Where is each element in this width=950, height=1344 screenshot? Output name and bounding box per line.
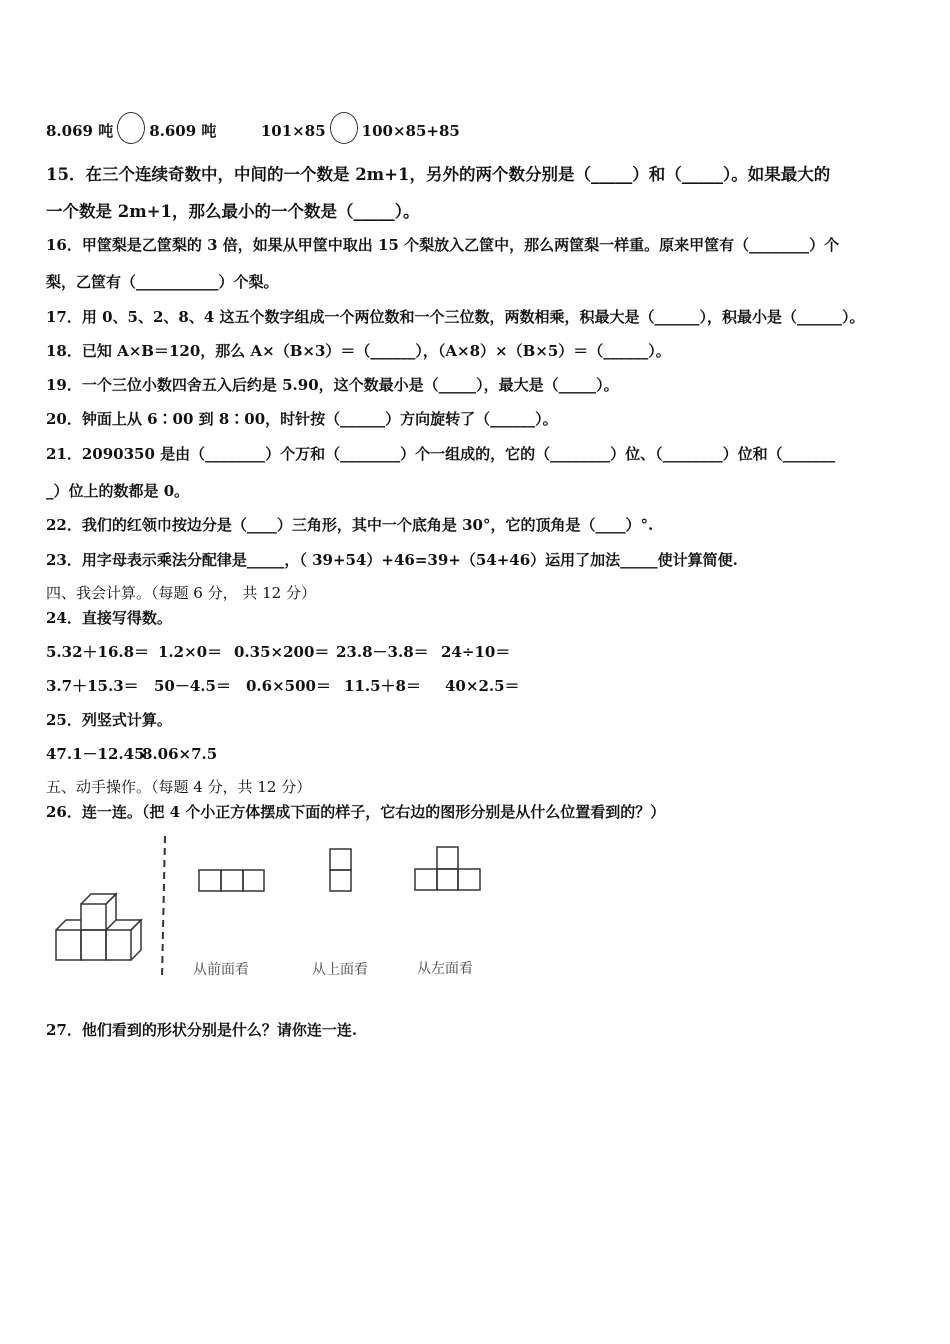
q22: 22．我们的红领巾按边分是（____）三角形，其中一个底角是 30°，它的顶角是（____）°. <box>46 516 654 534</box>
calc-item: 40×2.5＝ <box>445 677 520 695</box>
compare-blank-2[interactable] <box>330 112 358 144</box>
calc-item: 50－4.5＝ <box>154 677 231 695</box>
q24-row2 <box>46 675 520 696</box>
q14-value-d: 100×85+85 <box>361 122 460 140</box>
calc-item: 0.35×200＝ <box>234 643 330 661</box>
calc-item: 1.2×0＝ <box>158 643 223 661</box>
label-left-view: 从左面看 <box>417 961 473 977</box>
q25-item: 8.06×7.5 <box>142 745 218 763</box>
calc-item: 0.6×500＝ <box>246 677 331 695</box>
cube-stack-drawing <box>56 894 141 960</box>
q15-line2: 一个数是 2m+1，那么最小的一个数是（_____）。 <box>46 202 420 221</box>
calc-item: 3.7＋15.3＝ <box>46 677 139 695</box>
section-4-heading: 四、我会计算。（每题 6 分， 共 12 分） <box>46 584 316 602</box>
q17: 17．用 0、5、2、8、4 这五个数字组成一个两位数和一个三位数，两数相乘，积最大是（______），积最小是（______）。 <box>46 308 865 326</box>
calc-item: 23.8－3.8＝ <box>336 643 429 661</box>
calc-item: 24÷10＝ <box>441 643 511 661</box>
q25-item: 47.1－12.45 <box>46 745 145 763</box>
calc-item: 5.32＋16.8＝ <box>46 643 150 661</box>
section-5-heading: 五、动手操作。（每题 4 分，共 12 分） <box>46 778 312 796</box>
label-top-view: 从上面看 <box>312 962 368 978</box>
q26-title: 26．连一连。（把 4 个小正方体摆成下面的样子，它右边的图形分别是从什么位置看到的？） <box>46 803 666 821</box>
q14-value-a: 8.069 吨 <box>46 122 114 140</box>
q14-compare-row <box>46 116 460 148</box>
q21-line1: 21．2090350 是由（________）个万和（________）个一组成的，它的（________）位、（________）位和（_______ <box>46 445 836 463</box>
q20: 20．钟面上从 6∶00 到 8∶00，时针按（______）方向旋转了（______）。 <box>46 410 558 428</box>
calc-item: 11.5＋8＝ <box>344 677 421 695</box>
view-top-grid <box>330 849 351 891</box>
divider-dashed-line <box>162 836 165 978</box>
q14-value-c: 101×85 <box>260 122 326 140</box>
q25-items <box>46 743 217 764</box>
q16-line1: 16．甲筐梨是乙筐梨的 3 倍，如果从甲筐中取出 15 个梨放入乙筐中，那么两筐梨一样重。原来甲筐有（________）个 <box>46 236 840 254</box>
q25-title: 25．列竖式计算。 <box>46 711 172 729</box>
label-front-view: 从前面看 <box>193 962 249 978</box>
q24-title: 24．直接写得数。 <box>46 609 172 627</box>
q24-row1 <box>46 641 510 662</box>
q23: 23．用字母表示乘法分配律是_____，（ 39+54）+46=39+（54+46）运用了加法_____使计算简便. <box>46 551 738 569</box>
q16-line2: 梨，乙筐有（___________）个梨。 <box>46 273 279 291</box>
view-left-grid <box>415 847 480 890</box>
q21-line2: _）位上的数都是 0。 <box>46 482 190 500</box>
q27: 27．他们看到的形状分别是什么？请你连一连. <box>46 1021 358 1039</box>
view-front-grid <box>199 870 264 891</box>
q26-figure <box>50 832 500 992</box>
q14-value-b: 8.609 吨 <box>149 122 217 140</box>
compare-blank-1[interactable] <box>117 112 145 144</box>
q19: 19．一个三位小数四舍五入后约是 5.90，这个数最小是（_____），最大是（_____）。 <box>46 376 619 394</box>
q18: 18．已知 A×B＝120，那么 A×（B×3）＝（______），（A×8）×（B×5）＝（______）。 <box>46 342 671 360</box>
q15-line1: 15．在三个连续奇数中，中间的一个数是 2m+1，另外的两个数分别是（_____）和（_____）。如果最大的 <box>46 165 831 184</box>
